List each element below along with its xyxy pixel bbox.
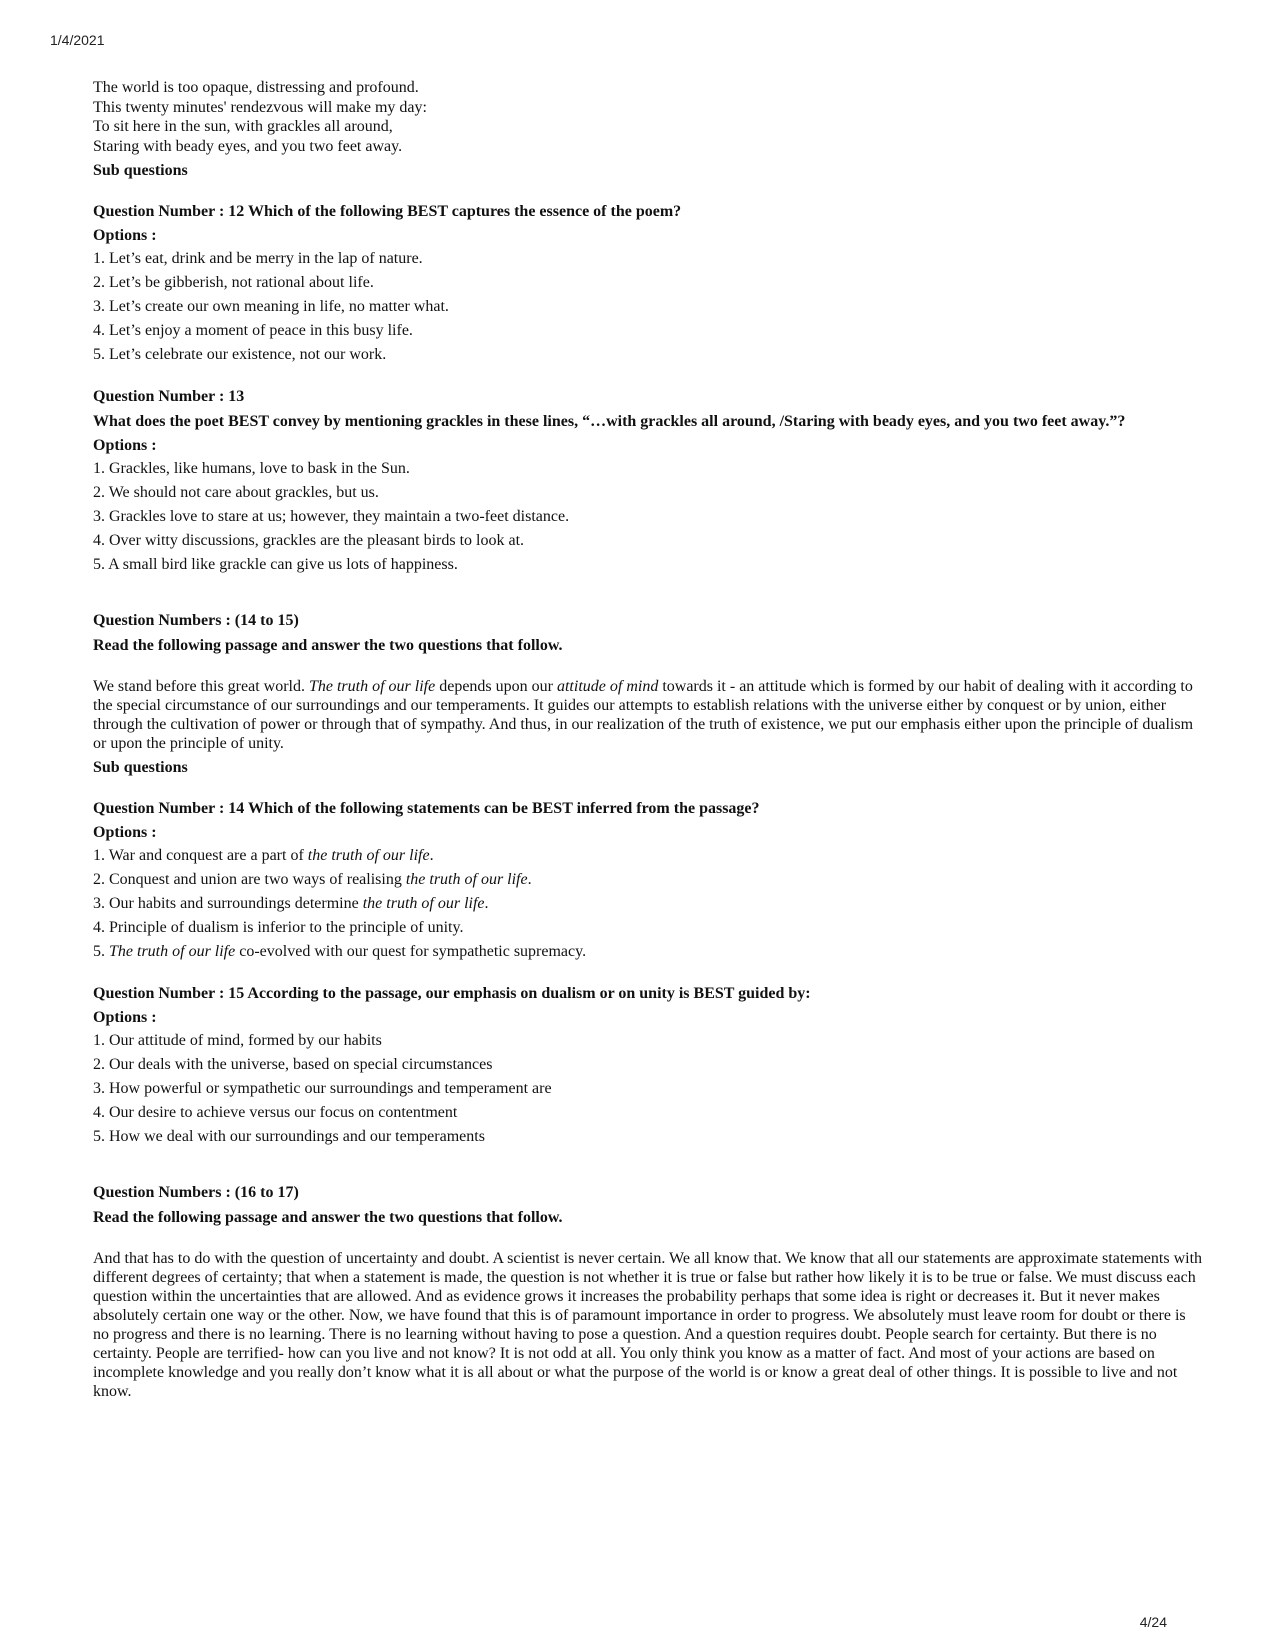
sub-questions-label: Sub questions bbox=[93, 759, 188, 776]
passage bbox=[93, 677, 1205, 753]
passage: And that has to do with the question of uncertainty and doubt. A scientist is never certain. We all know that. We know that all our statements are approximate statements with different degrees of certainty; that when a statement is made, the question is not whether it is true or false but rather how likely it is to be true or false. We must discuss each question within the uncertainties that are allowed. And as evidence grows it increases the probability perhaps that some idea is right or decreases it. But it never makes absolutely certain one way or the other. Now, we have found that this is of paramount importance in order to progress. We absolutely must leave room for doubt or there is no progress and there is no learning. There is no learning without having to pose a question. And a question requires doubt. People search for certainty. But there is no certainty. People are terrified- how can you live and not know? It is not odd at all. You only think you know as a matter of fact. And most of your actions are based on incomplete knowledge and you really don’t know what it is all about or what the purpose of the world is or know a great deal of other things. It is possible to live and not know. bbox=[93, 1250, 1203, 1400]
options-label: Options : bbox=[93, 1009, 157, 1026]
section-14-15 bbox=[93, 611, 1205, 779]
option-item: 3. Our habits and surroundings determine the truth of our life. bbox=[93, 895, 489, 912]
question-number: Question Number : 13 bbox=[93, 388, 245, 405]
option-item: 3. How powerful or sympathetic our surroundings and temperament are bbox=[93, 1080, 552, 1097]
options-label: Options : bbox=[93, 437, 157, 454]
option-item: 5. A small bird like grackle can give us lots of happiness. bbox=[93, 556, 458, 573]
option-item: 3. Grackles love to stare at us; however, they maintain a two-feet distance. bbox=[93, 508, 570, 525]
question-13 bbox=[93, 387, 1205, 577]
question-12 bbox=[93, 202, 1205, 367]
option-item: 5. The truth of our life co-evolved with our quest for sympathetic supremacy. bbox=[93, 943, 587, 960]
options-label: Options : bbox=[93, 227, 157, 244]
passage-text: depends upon our bbox=[435, 678, 557, 695]
option-item: 5. Let’s celebrate our existence, not our work. bbox=[93, 346, 387, 363]
passage-italic: The truth of our life bbox=[308, 678, 436, 695]
option-item: 1. Our attitude of mind, formed by our habits bbox=[93, 1032, 382, 1049]
section-heading: Question Numbers : (14 to 15) bbox=[93, 612, 299, 629]
poem-line: To sit here in the sun, with grackles all around, bbox=[93, 118, 393, 135]
question-title: Question Number : 15 According to the passage, our emphasis on dualism or on unity is BEST guided by: bbox=[93, 985, 811, 1002]
question-15 bbox=[93, 984, 1205, 1149]
option-item: 2. Conquest and union are two ways of realising the truth of our life. bbox=[93, 871, 532, 888]
document-body bbox=[93, 78, 1205, 1401]
question-14 bbox=[93, 799, 1205, 964]
question-title: What does the poet BEST convey by mentioning grackles in these lines, “…with grackles all around, /Staring with beady eyes, and you two feet away.”? bbox=[93, 413, 1126, 430]
option-item: 4. Let’s enjoy a moment of peace in this busy life. bbox=[93, 322, 413, 339]
option-item: 2. Our deals with the universe, based on special circumstances bbox=[93, 1056, 493, 1073]
option-item: 1. War and conquest are a part of the truth of our life. bbox=[93, 847, 434, 864]
option-item: 2. Let’s be gibberish, not rational about life. bbox=[93, 274, 374, 291]
option-item: 2. We should not care about grackles, but us. bbox=[93, 484, 379, 501]
option-item: 4. Our desire to achieve versus our focus on contentment bbox=[93, 1104, 458, 1121]
options-label: Options : bbox=[93, 824, 157, 841]
question-title: Question Number : 12 Which of the following BEST captures the essence of the poem? bbox=[93, 203, 682, 220]
poem-line: Staring with beady eyes, and you two feet away. bbox=[93, 137, 403, 155]
poem-line: This twenty minutes' rendezvous will make my day: bbox=[93, 98, 427, 116]
option-item: 5. How we deal with our surroundings and our temperaments bbox=[93, 1128, 485, 1145]
passage-italic: attitude of mind bbox=[556, 678, 659, 695]
poem-line: The world is too opaque, distressing and profound. bbox=[93, 79, 419, 96]
section-heading: Question Numbers : (16 to 17) bbox=[93, 1184, 299, 1201]
option-item: 3. Let’s create our own meaning in life, no matter what. bbox=[93, 298, 449, 315]
section-16-17 bbox=[93, 1183, 1205, 1401]
option-item: 1. Let’s eat, drink and be merry in the lap of nature. bbox=[93, 250, 423, 267]
page-number: 4/24 bbox=[1139, 1614, 1167, 1630]
passage-text: towards it - an attitude which is formed by our habit of dealing with it according to the special circumstance of our surroundings and our temperaments. It guides our attempts to establish relations with the universe either by conquest or by union, either through the cultivation of power or through that of sympathy. And thus, in our realization of the truth of existence, we put our emphasis either upon the principle of dualism or upon the principle of unity. bbox=[93, 678, 1194, 752]
section-instruction: Read the following passage and answer the two questions that follow. bbox=[93, 1209, 563, 1226]
option-item: 4. Principle of dualism is inferior to the principle of unity. bbox=[93, 919, 464, 936]
passage-text: We stand before this great world. bbox=[93, 678, 309, 695]
question-title: Question Number : 14 Which of the following statements can be BEST inferred from the passage? bbox=[93, 800, 760, 817]
option-item: 1. Grackles, like humans, love to bask in the Sun. bbox=[93, 460, 410, 477]
sub-questions-label: Sub questions bbox=[93, 162, 188, 179]
option-item: 4. Over witty discussions, grackles are the pleasant birds to look at. bbox=[93, 532, 525, 549]
print-date: 1/4/2021 bbox=[50, 32, 105, 48]
section-instruction: Read the following passage and answer the two questions that follow. bbox=[93, 637, 563, 654]
poem bbox=[93, 78, 1205, 156]
